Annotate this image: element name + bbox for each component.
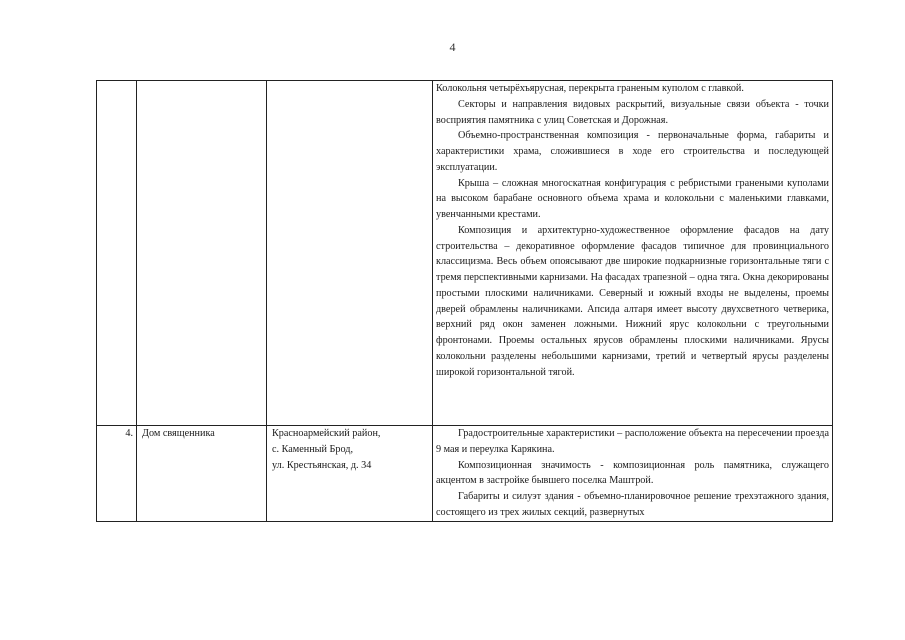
description-paragraph: Объемно-пространственная композиция - первоначальные форма, габариты и характеристики храма, сложившиеся в ходе его строительства и последующей эксплуатации. <box>436 130 829 173</box>
address-line: Красноармейский район, <box>272 428 381 439</box>
address-line: с. Каменный Брод, <box>272 443 353 455</box>
object-name-cell <box>137 81 267 426</box>
row-number-cell: 4. <box>97 426 137 522</box>
description-paragraph: Градостроительные характеристики – расположение объекта на пересечении проезда 9 мая и переулка Карякина. <box>436 428 829 455</box>
object-description-cell <box>433 81 833 426</box>
objects-table <box>96 80 833 522</box>
table-row <box>97 426 833 522</box>
description-paragraph: Композиция и архитектурно-художественное оформление фасадов на дату строительства – декоративное оформление фасадов типичное для провинциального классицизма. Весь объем опоясывают две широкие подкарнизные горизонтальные тяги с тремя перспективными карнизами. На фасадах трапезной – одна тяга. Окна декорированы простыми плоскими наличниками. Северный и южный входы не выделены, проемы дверей обрамлены наличниками. Апсида алтаря имеет высоту двухсветного четверика, верхний ряд окон заменен ложными. Нижний ярус колокольни с треугольными фронтонами. Проемы остальных ярусов обрамлены плоскими наличниками. Ярусы колокольни разделены небольшими карнизами, третий и четвертый ярусы разделены широкой горизонтальной тягой. <box>436 224 829 378</box>
object-address-cell <box>267 426 433 522</box>
description-paragraph: Габариты и силуэт здания - объемно-планировочное решение трехэтажного здания, состоящего из трех жилых секций, развернутых <box>436 491 829 518</box>
description-paragraph: Крыша – сложная многоскатная конфигурация с ребристыми гранеными куполами на высоком барабане основного объема храма и колокольни с маленькими главками, увенчанными крестами. <box>436 177 829 220</box>
table-row <box>97 81 833 426</box>
object-address-cell <box>267 81 433 426</box>
address-line: ул. Крестьянская, д. 34 <box>272 459 372 471</box>
description-paragraph: Колокольня четырёхъярусная, перекрыта граненым куполом с главкой. <box>436 83 744 94</box>
description-paragraph: Секторы и направления видовых раскрытий, визуальные связи объекта - точки восприятия памятника с улиц Советская и Дорожная. <box>436 98 829 126</box>
object-description-cell <box>433 426 833 522</box>
page-number: 4 <box>449 40 456 54</box>
description-paragraph: Композиционная значимость - композиционная роль памятника, служащего акцентом в застройке бывшего поселка Маштрой. <box>436 459 829 487</box>
row-number-cell <box>97 81 137 426</box>
object-name-cell: Дом священника <box>137 426 267 522</box>
